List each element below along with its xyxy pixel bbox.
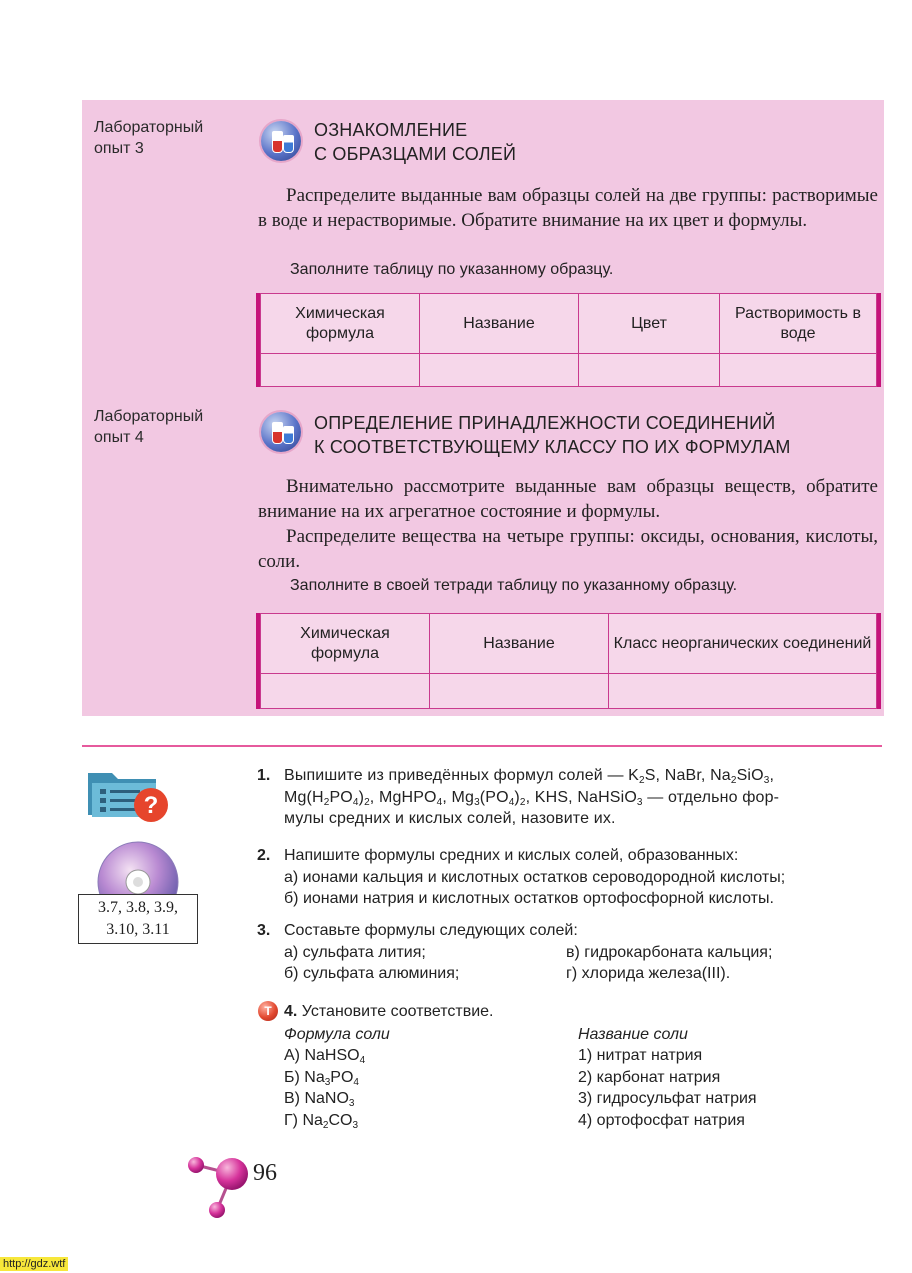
name-item-3: 3) гидросульфат натрия	[578, 1090, 757, 1107]
lab4-title: ОПРЕДЕЛЕНИЕ ПРИНАДЛЕЖНОСТИ СОЕДИНЕНИЙ К СООТВЕТСТВУЮЩЕМУ КЛАССУ ПО ИХ ФОРМУЛАМ	[314, 413, 791, 457]
question-1-text: Выпишите из приведённых формул солей — $K_2S$, NaBr, $Na_2SiO_3$, $Mg(H_2PO_4)_2$, MgHPO$_4$, $Mg_3(PO_4)_2$, KHS, NaHSiO$_3$ — отдельно фор- мулы средних и кислых солей, назовите их.	[284, 767, 780, 827]
question-4-text: Установите соответствие.	[301, 1003, 494, 1020]
lab4-instruction: Заполните в своей тетради таблицу по указанному образцу.	[290, 577, 738, 594]
formula-item-b: Б) $Na_3PO_4$	[284, 1068, 359, 1088]
lab4-header-class: Класс неорганических соединений	[609, 614, 877, 674]
lab3-header-name: Название	[420, 294, 579, 354]
svg-text:?: ?	[143, 792, 159, 819]
formula-item-d: Г) $Na_2CO_3$	[284, 1111, 359, 1131]
name-column-header: Название соли	[578, 1025, 688, 1043]
question-3-text: Составьте формулы следующих солей:	[284, 922, 578, 939]
lab4-label: Лабораторный опыт 4	[94, 408, 204, 446]
question-2: 2. Напишите формулы средних и кислых солей, образованных: а) ионами кальция и кислотных остатков сероводородной кислоты; б) ионами натрия и кислотных остатков ортофосфорной кислоты.	[257, 845, 879, 910]
question-2-text: Напишите формулы средних и кислых солей, образованных:	[284, 847, 739, 864]
table-cell	[609, 674, 877, 709]
lab3-header-formula: Химическая формула	[261, 294, 420, 354]
lab3-instruction: Заполните таблицу по указанному образцу.	[290, 261, 614, 278]
lab3-label: Лабораторный опыт 3	[94, 119, 204, 157]
question-4: 4. Установите соответствие. Формула соли А) NaHSO$_4$ Б) $Na_3PO_4$ В) NaNO$_3$ Г) $Na_2CO_3$ Название соли 1) нитрат натрия 2) карбонат натрия 3) гидросульфат натрия 4) ортофосфат натрия	[284, 1003, 757, 1131]
lab3-table	[260, 293, 877, 387]
question-1: 1. Выпишите из приведённых формул солей — $K_2S$, NaBr, $Na_2SiO_3$, $Mg(H_2PO_4)_2$, MgHPO$_4$, $Mg_3(PO_4)_2$, KHS, NaHSiO$_3$ — отдельно фор- мулы средних и кислых солей, назовите их.	[257, 765, 879, 830]
table-cell	[579, 354, 720, 387]
references-box: 3.7, 3.8, 3.9, 3.10, 3.11	[78, 894, 198, 944]
section-divider	[82, 745, 882, 747]
question-3-option-b: б) сульфата алюминия;	[284, 965, 460, 982]
table-cell	[261, 674, 430, 709]
formula-column-header: Формула соли	[284, 1025, 390, 1043]
footer-url-link[interactable]: http://gdz.wtf	[0, 1257, 68, 1271]
molecule-icon	[180, 1148, 256, 1224]
page-number: 96	[253, 1160, 277, 1186]
table-cell	[430, 674, 609, 709]
test-t-icon: T	[258, 1001, 278, 1021]
lab4-table	[260, 613, 877, 709]
lab4-header-name: Название	[430, 614, 609, 674]
lab-flasks-icon	[261, 412, 301, 452]
lab-flasks-icon	[261, 121, 301, 161]
lab3-header-color: Цвет	[579, 294, 720, 354]
formula-item-a: А) NaHSO$_4$	[284, 1047, 366, 1066]
formula-column	[284, 1024, 578, 1132]
question-3-option-d: г) хлорида железа(III).	[566, 965, 731, 982]
name-item-2: 2) карбонат натрия	[578, 1068, 721, 1086]
formula-item-c: В) NaNO$_3$	[284, 1090, 355, 1109]
name-item-1: 1) нитрат натрия	[578, 1047, 703, 1064]
lab4-paragraph-1: Внимательно рассмотрите выданные вам образцы веществ, обратите внимание на их агрегатное состояние и формулы.	[258, 476, 878, 522]
question-3-option-c: в) гидрокарбоната кальция;	[566, 943, 773, 961]
question-2-option-b: б) ионами натрия и кислотных остатков ортофосфорной кислоты.	[284, 890, 774, 907]
question-3: 3. Составьте формулы следующих солей: а) сульфата лития; б) сульфата алюминия; в) гидрокарбоната кальция; г) хлорида железа(III).	[257, 920, 879, 985]
table-cell	[261, 354, 420, 387]
name-item-4: 4) ортофосфат натрия	[578, 1111, 745, 1129]
lab3-header-solubility: Растворимость в воде	[720, 294, 877, 354]
lab4-header-formula: Химическая формула	[261, 614, 430, 674]
lab4-paragraph-2: Распределите вещества на четыре группы: оксиды, основания, кислоты, соли.	[258, 526, 878, 572]
folder-question-icon	[86, 763, 170, 825]
lab3-title: ОЗНАКОМЛЕНИЕ С ОБРАЗЦАМИ СОЛЕЙ	[314, 120, 517, 164]
question-2-option-a: а) ионами кальция и кислотных остатков сероводородной кислоты;	[284, 868, 786, 886]
lab3-paragraph: Распределите выданные вам образцы солей на две группы: растворимые в воде и нерастворимые. Обратите внимание на их цвет и формулы.	[258, 185, 878, 231]
table-cell	[720, 354, 877, 387]
table-cell	[420, 354, 579, 387]
name-column	[578, 1024, 757, 1132]
question-3-option-a: а) сульфата лития;	[284, 943, 426, 961]
